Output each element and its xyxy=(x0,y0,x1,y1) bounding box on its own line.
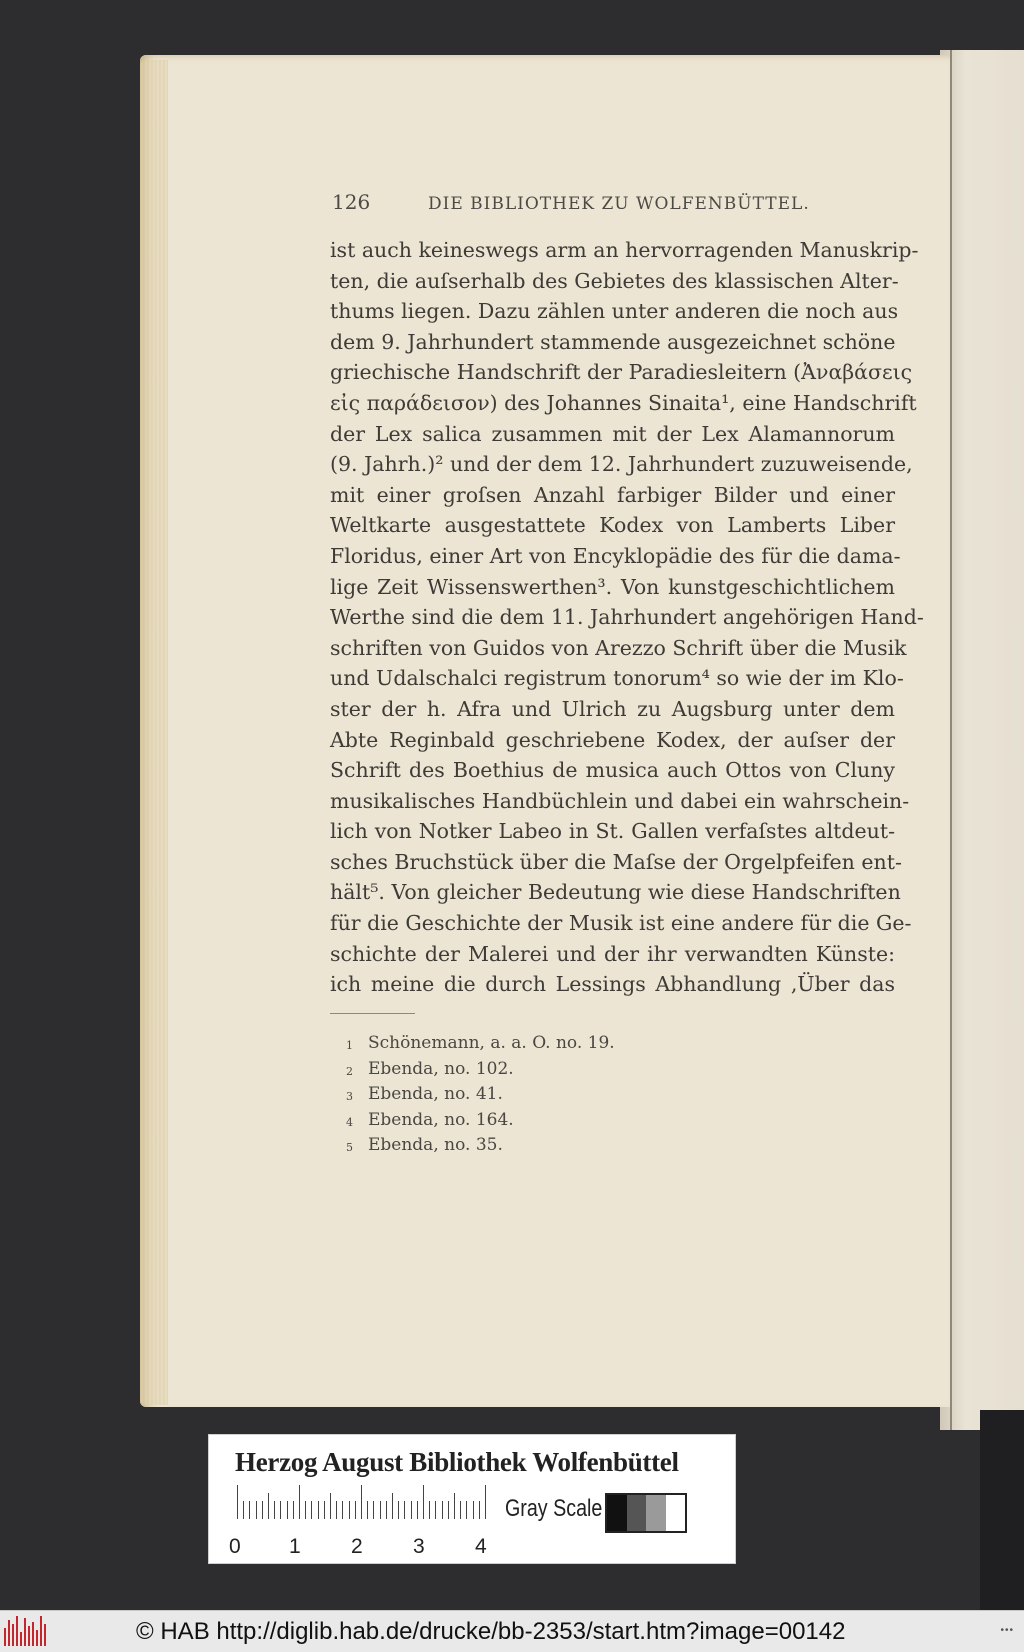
logo-bar xyxy=(20,1632,22,1646)
ruler-tick xyxy=(380,1501,381,1519)
ruler-tick xyxy=(256,1501,257,1519)
ruler-tick xyxy=(454,1493,455,1519)
gray-swatch xyxy=(627,1495,647,1531)
footnote-text: Ebenda, no. 41. xyxy=(368,1084,503,1104)
gray-scale-label: Gray Scale xyxy=(505,1495,603,1522)
logo-bar xyxy=(40,1616,42,1646)
text-line: Schrift des Boethius de musica auch Ottos von Cluny xyxy=(330,758,895,783)
ruler-tick xyxy=(305,1501,306,1519)
footnote-text: Ebenda, no. 164. xyxy=(368,1109,514,1130)
text-line: schriften von Guidos von Arezzo Schrift über die Musik xyxy=(330,635,907,660)
gray-scale-swatches xyxy=(605,1493,687,1533)
ruler-tick xyxy=(404,1501,405,1519)
ruler-tick xyxy=(429,1501,430,1519)
ruler-tick xyxy=(417,1501,418,1519)
ruler-tick xyxy=(435,1501,436,1519)
text-line: thums liegen. Dazu zählen unter anderen die noch aus xyxy=(330,299,899,324)
ruler-tick xyxy=(311,1501,312,1519)
text-line: ich meine die durch Lessings Abhandlung ‚Über das xyxy=(330,972,895,997)
ruler-tick xyxy=(460,1501,461,1519)
footnote xyxy=(346,1109,615,1135)
gray-swatch xyxy=(646,1495,666,1531)
ruler-number: 1 xyxy=(289,1535,301,1558)
logo-bar xyxy=(4,1628,6,1646)
page-fore-edge xyxy=(140,60,168,1405)
hab-logo-icon xyxy=(4,1616,48,1646)
library-name: Herzog August Bibliothek Wolfenbüttel xyxy=(235,1447,679,1477)
ruler-tick xyxy=(330,1493,331,1519)
text-line: Weltkarte ausgestattete Kodex von Lamberts Liber xyxy=(330,513,895,538)
footnotes xyxy=(346,1032,615,1160)
text-line: griechische Handschrift der Paradiesleitern (Ἀναβάσεις xyxy=(330,360,913,385)
adjacent-page-edge xyxy=(940,50,1024,1430)
footnote-text: Schönemann, a. a. O. no. 19. xyxy=(368,1033,615,1053)
logo-bar xyxy=(36,1630,38,1646)
body-text xyxy=(330,235,924,1000)
ruler-tick xyxy=(318,1501,319,1519)
ruler-tick xyxy=(386,1501,387,1519)
gray-swatch xyxy=(607,1495,627,1531)
ruler-tick xyxy=(268,1493,269,1519)
text-line: sches Bruchstück über die Maſse der Orgelpfeifen ent- xyxy=(330,849,902,874)
text-line: hält⁵. Von gleicher Bedeutung wie diese Handschriften xyxy=(330,880,901,905)
footnote-mark: 1 xyxy=(346,1039,353,1052)
ruler-tick xyxy=(336,1501,337,1519)
text-line: ster der h. Afra und Ulrich zu Augsburg unter dem xyxy=(330,696,895,721)
logo-bar xyxy=(16,1616,18,1646)
ruler-tick xyxy=(367,1501,368,1519)
text-line: und Udalschalci registrum tonorum⁴ so wie der im Klo- xyxy=(330,666,904,691)
logo-bar xyxy=(8,1620,10,1646)
ruler-tick xyxy=(423,1485,424,1519)
ruler-tick xyxy=(398,1501,399,1519)
ruler-number: 3 xyxy=(413,1535,425,1558)
ruler-number: 0 xyxy=(229,1535,241,1558)
ruler-tick xyxy=(249,1501,250,1519)
ruler-tick xyxy=(448,1501,449,1519)
footnote xyxy=(346,1083,615,1109)
page-number: 126 xyxy=(332,190,371,214)
text-line: schichte der Malerei und der ihr verwandten Künste: xyxy=(330,941,895,966)
footnote-text: Ebenda, no. 102. xyxy=(368,1058,514,1079)
measurement-ruler xyxy=(237,1493,491,1533)
ruler-tick xyxy=(442,1501,443,1519)
library-color-card xyxy=(208,1434,736,1564)
text-line: der Lex salica zusammen mit der Lex Alamannorum xyxy=(330,421,895,446)
footnote-mark: 5 xyxy=(346,1141,353,1154)
ruler-number: 2 xyxy=(351,1535,363,1558)
ruler-tick xyxy=(237,1485,238,1519)
footnote-text: Ebenda, no. 35. xyxy=(368,1135,503,1155)
more-options-icon[interactable]: ••• xyxy=(1000,1625,1014,1636)
text-line: für die Geschichte der Musik ist eine andere für die Ge- xyxy=(330,911,912,936)
ruler-tick xyxy=(466,1501,467,1519)
ruler-tick xyxy=(373,1501,374,1519)
ruler-tick xyxy=(349,1501,350,1519)
footnote-mark: 2 xyxy=(346,1064,353,1078)
footnote-mark: 3 xyxy=(346,1090,353,1103)
ruler-tick xyxy=(485,1485,486,1519)
ruler-tick xyxy=(342,1501,343,1519)
text-line: musikalisches Handbüchlein und dabei ein wahrschein- xyxy=(330,788,910,813)
text-line: εἰς παράδεισον) des Johannes Sinaita¹, eine Handschrift xyxy=(330,390,917,415)
ruler-tick xyxy=(274,1501,275,1519)
ruler-tick xyxy=(287,1501,288,1519)
ruler-number: 4 xyxy=(475,1535,487,1558)
ruler-tick xyxy=(392,1493,393,1519)
logo-bar xyxy=(12,1624,14,1646)
ruler-tick xyxy=(293,1501,294,1519)
footnote xyxy=(346,1058,615,1084)
logo-bar xyxy=(44,1624,46,1646)
running-head: DIE BIBLIOTHEK ZU WOLFENBÜTTEL. xyxy=(428,194,810,214)
ruler-tick xyxy=(355,1501,356,1519)
text-line: lich von Notker Labeo in St. Gallen verfaſstes altdeut- xyxy=(330,819,895,844)
text-line: Floridus, einer Art von Encyklopädie des für die dama- xyxy=(330,543,901,568)
footnote xyxy=(346,1134,615,1160)
text-line: (9. Jahrh.)² und der dem 12. Jahrhundert zuzuweisende, xyxy=(330,452,913,477)
text-line: Abte Reginbald geschriebene Kodex, der auſser der xyxy=(330,727,895,752)
ruler-tick xyxy=(411,1501,412,1519)
text-line: ist auch keineswegs arm an hervorragenden Manuskrip- xyxy=(330,238,919,262)
logo-bar xyxy=(32,1622,34,1646)
logo-bar xyxy=(24,1618,26,1646)
footer-bar xyxy=(0,1610,1024,1652)
ruler-tick xyxy=(262,1501,263,1519)
ruler-tick xyxy=(299,1485,300,1519)
footnote-divider xyxy=(330,1013,415,1014)
footnote xyxy=(346,1032,615,1058)
text-line: mit einer groſsen Anzahl farbiger Bilder und einer xyxy=(330,482,895,507)
gray-swatch xyxy=(666,1495,686,1531)
text-line: dem 9. Jahrhundert stammende ausgezeichnet schöne xyxy=(330,329,896,354)
ruler-tick xyxy=(361,1485,362,1519)
ruler-tick xyxy=(479,1501,480,1519)
text-line: ten, die auſserhalb des Gebietes des klassischen Alter- xyxy=(330,268,899,293)
footnote-mark: 4 xyxy=(346,1115,353,1129)
ruler-tick xyxy=(324,1501,325,1519)
text-line: lige Zeit Wissenswerthen³. Von kunstgeschichtlichem xyxy=(330,574,895,599)
ruler-tick xyxy=(280,1501,281,1519)
binding-shadow xyxy=(980,1410,1024,1610)
text-line: Werthe sind die dem 11. Jahrhundert angehörigen Hand- xyxy=(330,605,924,630)
page-gutter-line xyxy=(950,50,952,1430)
ruler-tick xyxy=(473,1501,474,1519)
footer-url[interactable]: © HAB http://diglib.hab.de/drucke/bb-2353/start.htm?image=00142 xyxy=(136,1618,846,1645)
logo-bar xyxy=(28,1626,30,1646)
ruler-tick xyxy=(243,1501,244,1519)
